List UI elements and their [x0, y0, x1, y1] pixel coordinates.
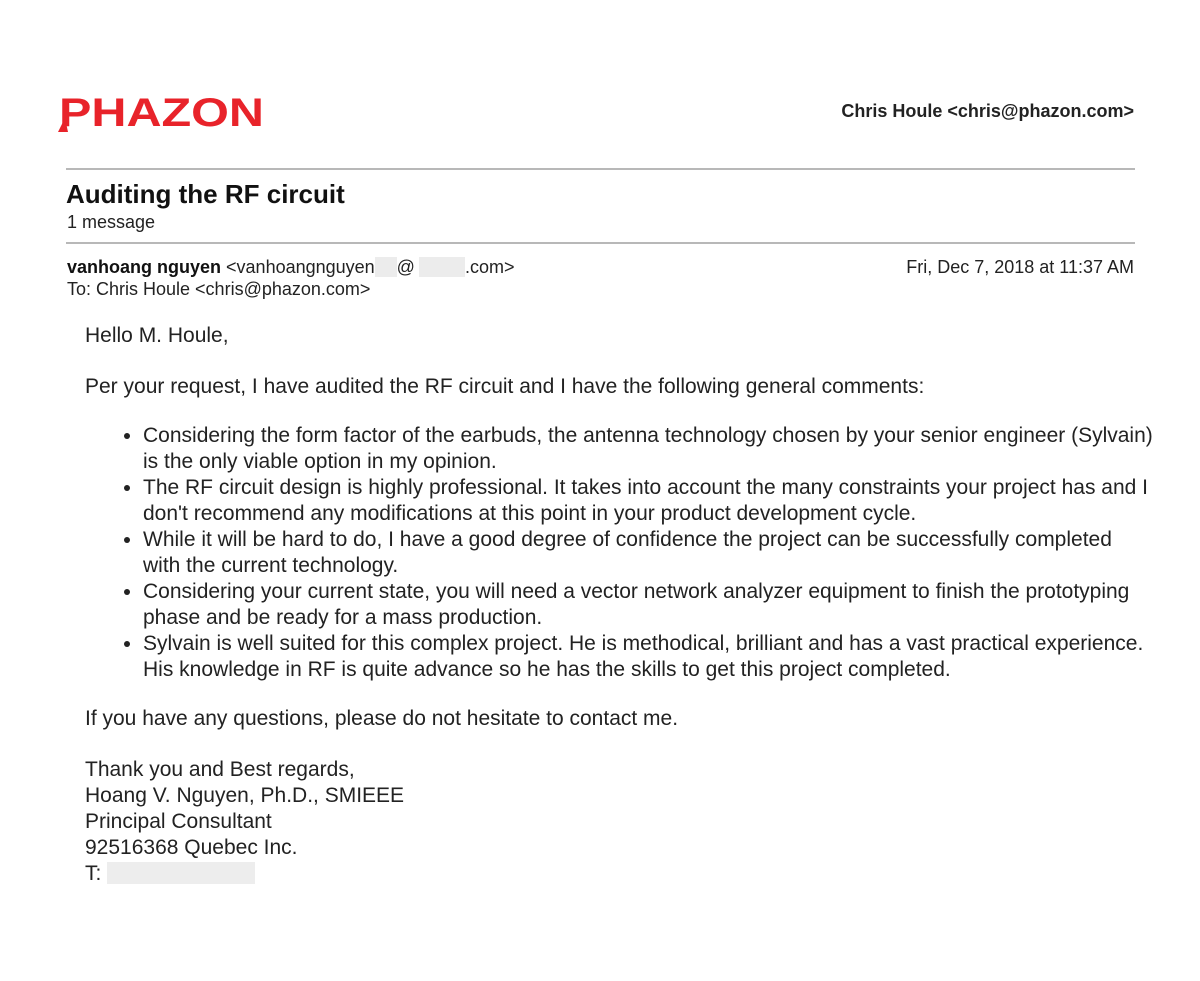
- redacted-block: [419, 257, 465, 277]
- questions-paragraph: If you have any questions, please do not hesitate to contact me.: [85, 707, 679, 730]
- sender-email-start: <vanhoangnguyen: [226, 257, 375, 277]
- sender-line: [67, 257, 514, 278]
- svg-text:PHAZON: PHAZON: [59, 91, 264, 134]
- greeting: Hello M. Houle,: [85, 324, 229, 347]
- list-item: • The RF circuit design is highly professional. It takes into account the many constraints your project has and I don't recommend any modifications at this point in your product development cycle.: [143, 475, 1155, 527]
- account-name: Chris Houle <chris@phazon.com>: [841, 101, 1134, 121]
- signature-phone: [85, 861, 1155, 887]
- email-subject: Auditing the RF circuit: [66, 179, 345, 209]
- subject-divider: [66, 242, 1135, 244]
- signature-closing: Thank you and Best regards,: [85, 758, 355, 781]
- phone-label: T:: [85, 862, 102, 885]
- sender-email-at: @: [396, 257, 415, 277]
- phazon-logo: [56, 88, 266, 134]
- redacted-block: [375, 257, 397, 277]
- signature: [85, 757, 1155, 887]
- header-divider: [66, 168, 1135, 170]
- intro-paragraph: Per your request, I have audited the RF circuit and I have the following general comments:: [85, 375, 925, 398]
- signature-title: Principal Consultant: [85, 810, 272, 833]
- list-item: • Considering your current state, you will need a vector network analyzer equipment to finish the prototyping phase and be ready for a mass production.: [143, 579, 1155, 631]
- redacted-block: [107, 862, 255, 884]
- list-item: • While it will be hard to do, I have a good degree of confidence the project can be successfully completed with the current technology.: [143, 527, 1155, 579]
- message-body: [85, 323, 1155, 887]
- sender-name: vanhoang nguyen: [67, 257, 222, 277]
- list-item: • Sylvain is well suited for this complex project. He is methodical, brilliant and has a vast practical experience. His knowledge in RF is quite advance so he has the skills to get this project completed.: [143, 631, 1155, 683]
- list-item: • Considering the form factor of the earbuds, the antenna technology chosen by your senior engineer (Sylvain) is the only viable option in my opinion.: [143, 423, 1155, 475]
- signature-company: 92516368 Quebec Inc.: [85, 836, 298, 859]
- sender-email-end: .com>: [464, 257, 515, 277]
- signature-name: Hoang V. Nguyen, Ph.D., SMIEEE: [85, 784, 405, 807]
- recipient-line: To: Chris Houle <chris@phazon.com>: [67, 279, 371, 299]
- message-date: Fri, Dec 7, 2018 at 11:37 AM: [906, 257, 1134, 277]
- message-count: 1 message: [67, 212, 156, 232]
- comment-list: [85, 423, 1155, 683]
